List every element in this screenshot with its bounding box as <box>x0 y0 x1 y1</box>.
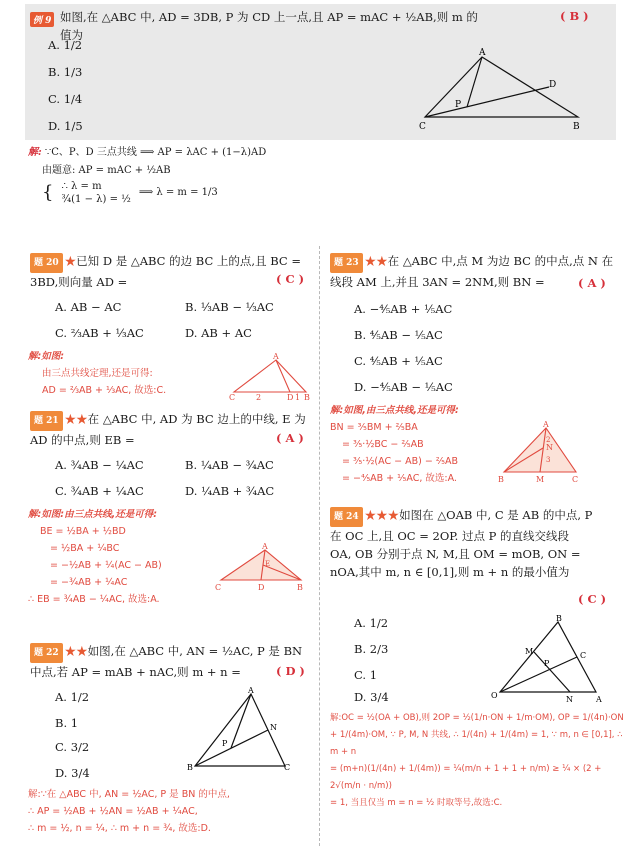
svg-text:M: M <box>525 647 534 656</box>
svg-text:M: M <box>536 475 545 484</box>
svg-text:C: C <box>215 583 222 592</box>
q21-stem: 题 21 ★★在 △ABC 中, AD 为 BC 边上的中线, E 为 AD 的中点,则 EB = <box>30 412 306 447</box>
q24-option-d: D. 3/4 <box>354 690 389 704</box>
q24-stem: 题 24 ★★★如图在 △OAB 中, C 是 AB 的中点, P 在 OC 上,且 OC = 2OP. 过点 P 的直线交线段 OA, OB 分别于点 N, M,且 OM = mOB, ON = nOA,其中 m, n ∈ [0,1],则 m + n 的最小值为 <box>330 508 593 579</box>
svg-text:A: A <box>248 686 254 695</box>
q20-option-c: C. ⅔AB + ⅓AC <box>55 326 144 340</box>
q21-answer: ( A ) <box>276 431 304 445</box>
q23-option-b: B. ⅘AB − ⅕AC <box>354 328 443 342</box>
svg-text:3: 3 <box>546 456 551 464</box>
q22-option-b: B. 1 <box>55 716 79 730</box>
svg-text:B: B <box>498 475 504 484</box>
svg-text:B: B <box>304 393 310 402</box>
q21-option-a: A. ¾AB − ¼AC <box>55 458 144 472</box>
q23-tag: 题 23 <box>330 253 363 273</box>
q21-option-d: D. ¼AB + ¾AC <box>185 484 275 498</box>
svg-text:N: N <box>546 443 553 452</box>
svg-text:A: A <box>543 420 549 429</box>
svg-text:B: B <box>297 583 303 592</box>
svg-text:P: P <box>544 659 550 668</box>
svg-text:C: C <box>580 651 587 660</box>
column-divider <box>319 246 320 846</box>
svg-text:C: C <box>229 393 236 402</box>
svg-text:A: A <box>273 352 279 361</box>
svg-text:A: A <box>262 542 268 551</box>
svg-text:E: E <box>265 560 271 568</box>
q23-figure <box>496 420 582 484</box>
q20-solution: 解:如图: 由三点共线定理,还是可得: AD = ⅔AB + ⅓AC, 故选:C. <box>28 351 167 396</box>
example-triangle-figure <box>415 45 595 135</box>
svg-text:N: N <box>270 723 277 732</box>
q23-option-c: C. ⅘AB + ⅕AC <box>354 354 443 368</box>
q24-option-b: B. 2/3 <box>354 642 389 656</box>
example-option-b: B. 1/3 <box>48 65 83 79</box>
q23-solution: 解:如图,由三点共线,还是可得: BN = ⅗BM + ⅖BA = ⅗·½BC − ⅖AB = ⅗·½(AC − AB) − ⅖AB = −⅘AB + ⅕AC, 故选:A. <box>330 405 459 484</box>
svg-text:O: O <box>491 691 498 700</box>
fig-label-c: C <box>419 122 426 132</box>
q20-option-b: B. ⅓AB − ⅓AC <box>185 300 274 314</box>
q22-option-d: D. 3/4 <box>55 766 90 780</box>
example-answer: ( B ) <box>560 9 589 23</box>
fig-label-p: P <box>455 100 462 110</box>
svg-text:2: 2 <box>256 393 262 402</box>
q23-option-d: D. −⅘AB − ⅕AC <box>354 380 453 394</box>
q20-tag: 题 20 <box>30 253 63 273</box>
example-question: 如图,在 △ABC 中, AD = 3DB, P 为 CD 上一点,且 AP = mAC + ½AB,则 m 的值为 <box>60 10 478 42</box>
q20-option-d: D. AB + AC <box>185 326 252 340</box>
q22-tag: 题 22 <box>30 643 63 663</box>
q21-option-b: B. ¼AB − ¾AC <box>185 458 274 472</box>
svg-text:B: B <box>556 614 562 623</box>
example-tag: 例 9 <box>30 12 54 27</box>
q24-option-c: C. 1 <box>354 668 378 682</box>
q22-solution: 解:∵在 △ABC 中, AN = ½AC, P 是 BN 的中点, ∴ AP = ½AB + ½AN = ½AB + ¼AC, ∴ m = ½, n = ¼, ∴ m + n = ¾, 故选:D. <box>28 789 230 834</box>
fig-label-d: D <box>549 80 557 90</box>
svg-text:B: B <box>187 763 193 772</box>
q24-solution: 解:OC = ½(OA + OB),则 2OP = ½(1/n·ON + 1/m·OM), OP = 1/(4n)·ON + 1/(4m)·OM, ∵ P, M, N 共线, ∴ 1/(4n) + 1/(4m) = 1, ∵ m, n ∈ [0,1], ∴ m + n = (m+n)(1/(4n) + 1/(4m)) = ¼(m/n + 1 + 1 + n/m) ≥ ¼ × (2 + 2√(m/n · n/m)) = 1, 当且仅当 m = n = ½ 时取等号,故选:C. <box>330 713 624 808</box>
svg-text:P: P <box>222 739 228 748</box>
q24-tag: 题 24 <box>330 507 363 527</box>
q24-answer: ( C ) <box>578 592 607 606</box>
svg-text:D: D <box>287 393 294 402</box>
example-solution: 解: ∵C、P、D 三点共线 ⟹ AP = λAC + (1−λ)AD 由题意: AP = mAC + ½AB { ∴ λ = m ¾(1 − λ) = ½ ⟹ λ = m = 1/3 <box>28 147 267 205</box>
q24-figure <box>488 612 610 704</box>
example-option-a: A. 1/2 <box>48 38 83 52</box>
svg-text:N: N <box>566 695 573 704</box>
q23-answer: ( A ) <box>578 276 606 290</box>
fig-label-b: B <box>573 122 580 132</box>
q20-option-a: A. AB − AC <box>55 300 122 314</box>
fig-label-a: A <box>479 48 486 58</box>
example-option-c: C. 1/4 <box>48 92 83 106</box>
svg-text:C: C <box>572 475 579 484</box>
q22-option-a: A. 1/2 <box>55 690 90 704</box>
svg-text:C: C <box>284 763 291 772</box>
svg-text:D: D <box>258 583 265 592</box>
q20-stem: 题 20 ★已知 D 是 △ABC 的边 BC 上的点,且 BC = 3BD,则向量 AD = <box>30 254 301 289</box>
q22-answer: ( D ) <box>276 664 305 678</box>
svg-text:2: 2 <box>546 436 551 444</box>
q21-tag: 题 21 <box>30 411 63 431</box>
svg-text:A: A <box>596 695 602 704</box>
q23-stem: 题 23 ★★在 △ABC 中,点 M 为边 BC 的中点,点 N 在 线段 AM 上,并且 3AN = 2NM,则 BN = <box>330 254 614 289</box>
q23-option-a: A. −⅘AB + ⅕AC <box>354 302 453 316</box>
q22-stem: 题 22 ★★如图,在 △ABC 中, AN = ½AC, P 是 BN 中点,若 AP = mAB + nAC,则 m + n = <box>30 644 303 679</box>
q21-solution: 解:如图:由三点共线,还是可得: BE = ½BA + ½BD = ½BA + ¼BC = −½AB + ¼(AC − AB) = −¾AB + ¼AC ∴ EB = ¾AB − ¼AC, 故选:A. <box>28 509 162 605</box>
q22-option-c: C. 3/2 <box>55 740 90 754</box>
example-option-d: D. 1/5 <box>48 119 83 133</box>
q22-figure <box>185 686 300 776</box>
q20-answer: ( C ) <box>276 272 305 286</box>
q21-figure <box>215 540 307 596</box>
q24-option-a: A. 1/2 <box>354 616 389 630</box>
q21-option-c: C. ¾AB + ¼AC <box>55 484 144 498</box>
q20-figure <box>228 352 312 402</box>
svg-text:1: 1 <box>295 393 301 402</box>
